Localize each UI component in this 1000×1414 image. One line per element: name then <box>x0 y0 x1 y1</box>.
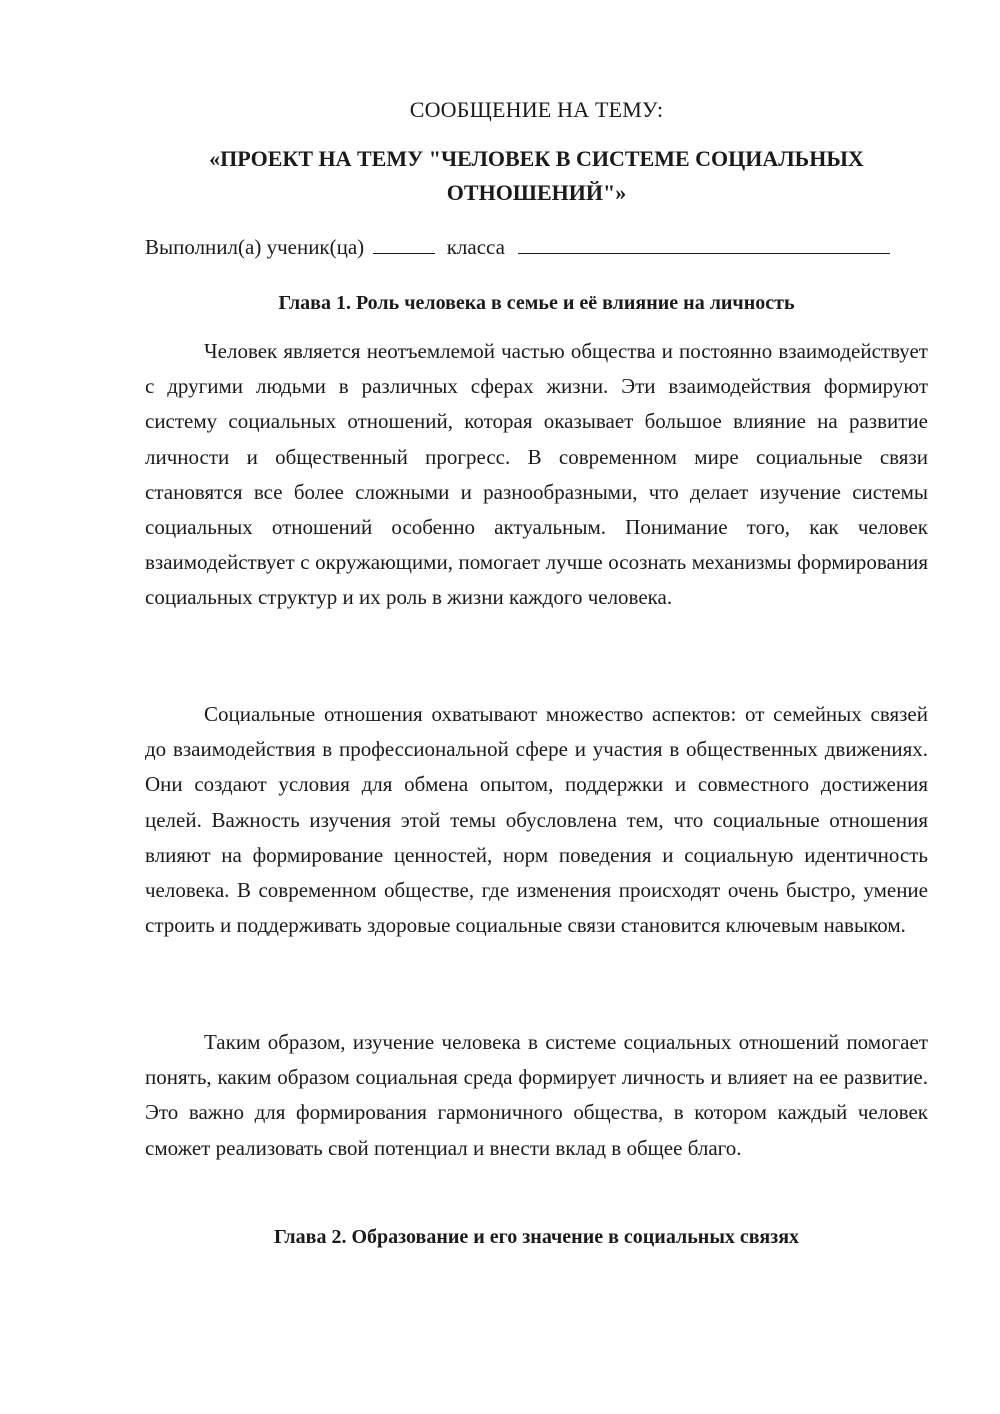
author-byline <box>145 229 928 265</box>
chapter-1-paragraph-2: Социальные отношения охватывают множество аспектов: от семейных связей до взаимодействия в профессиональной сфере и участия в общественных движениях. Они создают условия для обмена опытом, поддержки и совместного достижения целей. Важность изучения этой темы обусловлена тем, что социальные отношения влияют на формирование ценностей, норм поведения и социальную идентичность человека. В современном обществе, где изменения происходят очень быстро, умение строить и поддерживать здоровые социальные связи становится ключевым навыком. <box>145 702 928 938</box>
document-title <box>145 142 928 210</box>
student-name-blank-line <box>518 233 890 254</box>
chapter-1-paragraph-3: Таким образом, изучение человека в системе социальных отношений помогает понять, каким образом социальная среда формирует личность и влияет на ее развитие. Это важно для формирования гармоничного общества, в котором каждый человек сможет реализовать свой потенциал и внести вклад в общее благо. <box>145 1030 928 1160</box>
document-title-line-2: ОТНОШЕНИЙ"» <box>446 180 627 205</box>
document-label: СООБЩЕНИЕ НА ТЕМУ: <box>409 97 664 122</box>
byline-class-word: класса <box>446 235 505 259</box>
chapter-1-heading: Глава 1. Роль человека в семье и её влияние на личность <box>278 292 795 314</box>
class-number-blank-line <box>373 233 435 254</box>
document-title-line-1: «ПРОЕКТ НА ТЕМУ "ЧЕЛОВЕК В СИСТЕМЕ СОЦИАЛЬНЫХ <box>209 146 864 171</box>
chapter-1-paragraph-1: Человек является неотъемлемой частью общества и постоянно взаимодействует с другими людьми в различных сферах жизни. Эти взаимодействия формируют систему социальных отношений, которая оказывает большое влияние на развитие личности и общественный прогресс. В современном мире социальные связи становятся все более сложными и разнообразными, что делает изучение системы социальных отношений особенно актуальным. Понимание того, как человек взаимодействует с окружающими, помогает лучше осознать механизмы формирования социальных структур и их роль в жизни каждого человека. <box>145 339 928 610</box>
byline-prefix: Выполнил(а) ученик(ца) <box>145 235 365 259</box>
chapter-2-heading: Глава 2. Образование и его значение в социальных связях <box>273 1226 800 1248</box>
